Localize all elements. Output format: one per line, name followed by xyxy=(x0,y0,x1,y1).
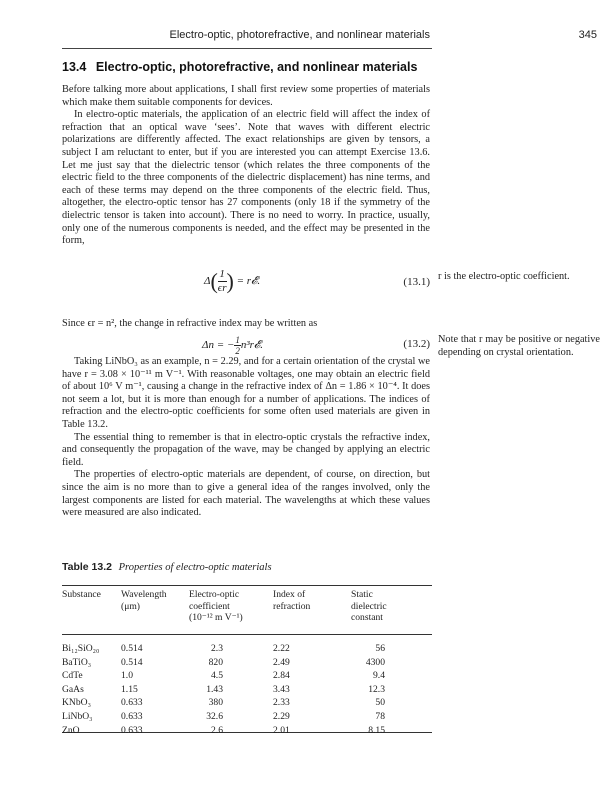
table-row xyxy=(62,696,432,710)
section-title: Electro-optic, photorefractive, and nonlinear materials xyxy=(95,60,418,74)
margin-note-2: Note that r may be positive or negative depending on crystal orientation. xyxy=(438,334,600,358)
cell-dielectric: 4300 xyxy=(365,656,385,668)
cell-eo-coefficient: 32.6 xyxy=(206,710,223,722)
table-row xyxy=(62,724,432,738)
cell-wavelength: 1.0 xyxy=(121,670,133,682)
cell-eo-coefficient: 820 xyxy=(208,656,223,668)
cell-substance: ZnO xyxy=(62,724,80,736)
section-heading xyxy=(62,60,442,74)
paragraph-1: Before talking more about applications, I shall first review some properties of materials which make them suitable components for devices. xyxy=(62,84,430,108)
cell-dielectric: 9.4 xyxy=(373,670,385,682)
header-substance: Substance xyxy=(62,589,101,600)
eq1-prefix: Δ xyxy=(204,275,211,288)
paragraph-4: Taking LiNbO₃ as an example, n = 2.29, and for a certain orientation of the crystal we have r = 3.08 × 10⁻¹¹ m V⁻¹. With reasonable voltages, one may obtain an electric field of about 10⁶ V m⁻¹, causing a change in the refractive index of Δn = 1.86 × 10⁻⁴. It does not seem a lot, but it is more than enough for a number of applications. The indices of refraction and the electro-optic coefficients for some often used materials are given in Table 13.2. xyxy=(62,356,430,430)
cell-substance: Bi₁₂SiO₂₀ xyxy=(62,643,100,654)
equation-13-1 xyxy=(62,268,430,298)
cell-index: 2.22 xyxy=(273,643,290,654)
equation-13-2-expression xyxy=(202,335,263,356)
table-row xyxy=(62,631,432,656)
cell-dielectric: 50 xyxy=(375,697,385,709)
cell-index: 2.29 xyxy=(273,710,290,722)
cell-substance: BaTiO₃ xyxy=(62,656,92,668)
cell-eo-coefficient: 1.43 xyxy=(206,683,223,695)
cell-index: 2.49 xyxy=(273,656,290,668)
body-text-block-2 xyxy=(62,318,430,331)
cell-substance: GaAs xyxy=(62,683,84,695)
cell-wavelength: 0.514 xyxy=(121,656,143,668)
paragraph-2: In electro-optic materials, the application of an electric field will affect the index of refraction that an optical wave ‘sees’. Note that waves with different electric polarizations are differently affected. The exact relationships are given by tensors, a subject I am reluctant to enter, but if you are interested you can attempt Exercise 13.6. Let me just say that the dielectric tensor (which relates the three components of the electric field to the three components of the dielectric displacement) has nine terms, and each of these terms may depend on the three components of the electric field. Thus, altogether, the electro-optic tensor has 27 components (only 18 if the symmetry of the dielectric tensor is taken into account). There is no need to worry. In practice, usually, only one of the numerous components is needed, and the effect may be presented in the form, xyxy=(62,109,430,247)
table-caption-text: Properties of electro-optic materials xyxy=(118,562,272,573)
cell-index: 2.33 xyxy=(273,697,290,709)
body-text-block-1 xyxy=(62,84,430,248)
table-label: Table 13.2 xyxy=(62,561,112,573)
table-row xyxy=(62,710,432,724)
cell-dielectric: 78 xyxy=(375,710,385,722)
table-row xyxy=(62,656,432,670)
cell-substance: KNbO₃ xyxy=(62,697,91,709)
cell-eo-coefficient: 2.3 xyxy=(211,643,223,654)
header-eo-coefficient: Electro-optic coefficient (10⁻¹² m V⁻¹) xyxy=(189,589,243,623)
eq1-numerator: 1 xyxy=(219,268,225,280)
cell-eo-coefficient: 380 xyxy=(208,697,223,709)
eq1-rhs: = r𝓔. xyxy=(236,275,261,288)
eq2-post: n³r𝓔. xyxy=(240,339,263,352)
running-title: Electro-optic, photorefractive, and nonlinear materials xyxy=(169,29,430,41)
cell-eo-coefficient: 2.6 xyxy=(211,724,223,736)
cell-substance: CdTe xyxy=(62,670,83,682)
equation-13-1-expression: Δ( $\frac{1}{\epsilon r}$ ) = r𝓔. xyxy=(204,268,261,294)
equation-13-1-label: (13.1) xyxy=(403,276,430,288)
cell-dielectric: 12.3 xyxy=(368,683,385,695)
table-header-row xyxy=(62,587,432,631)
cell-wavelength: 0.633 xyxy=(121,710,143,722)
table-caption xyxy=(62,561,272,573)
eq2-numerator: 1 xyxy=(235,335,240,345)
section-number: 13.4 xyxy=(62,60,87,74)
eq1-denominator: ϵr xyxy=(217,282,227,294)
paragraph-6: The properties of electro-optic materials are dependent, of course, on direction, but since the aim is no more than to give a general idea of the ranges involved, only the largest components are listed for each material. The wavelengths at which these values were measured are also indicated. xyxy=(62,469,430,519)
cell-substance: LiNbO₃ xyxy=(62,710,93,722)
eq2-denominator: 2 xyxy=(235,346,240,356)
cell-index: 2.01 xyxy=(273,724,290,736)
cell-index: 2.84 xyxy=(273,670,290,682)
cell-dielectric: 8.15 xyxy=(368,724,385,736)
header-wavelength: Wavelength (μm) xyxy=(121,589,167,612)
table-row xyxy=(62,683,432,697)
paragraph-3: Since ϵr = n², the change in refractive index may be written as xyxy=(62,318,318,329)
header-index: Index of refraction xyxy=(273,589,311,612)
header-dielectric: Static dielectric constant xyxy=(351,589,387,623)
cell-wavelength: 0.633 xyxy=(121,724,143,736)
properties-table xyxy=(62,587,432,737)
paragraph-5: The essential thing to remember is that in electro-optic crystals the refractive index, and consequently the propagation of the wave, may be changed by applying an electric field. xyxy=(62,431,430,468)
table-top-rule xyxy=(62,585,432,586)
table-row xyxy=(62,669,432,683)
cell-index: 3.43 xyxy=(273,683,290,695)
equation-13-2-label: (13.2) xyxy=(403,338,430,350)
cell-dielectric: 56 xyxy=(375,643,385,654)
header-rule xyxy=(62,48,432,49)
page-number: 345 xyxy=(578,29,597,41)
margin-note-1: r is the electro-optic coefficient. xyxy=(438,271,570,282)
eq2-pre: Δn = − xyxy=(202,339,235,352)
body-text-block-3 xyxy=(62,356,430,520)
cell-wavelength: 0.633 xyxy=(121,697,143,709)
cell-eo-coefficient: 4.5 xyxy=(211,670,223,682)
cell-wavelength: 0.514 xyxy=(121,643,143,654)
cell-wavelength: 1.15 xyxy=(121,683,138,695)
